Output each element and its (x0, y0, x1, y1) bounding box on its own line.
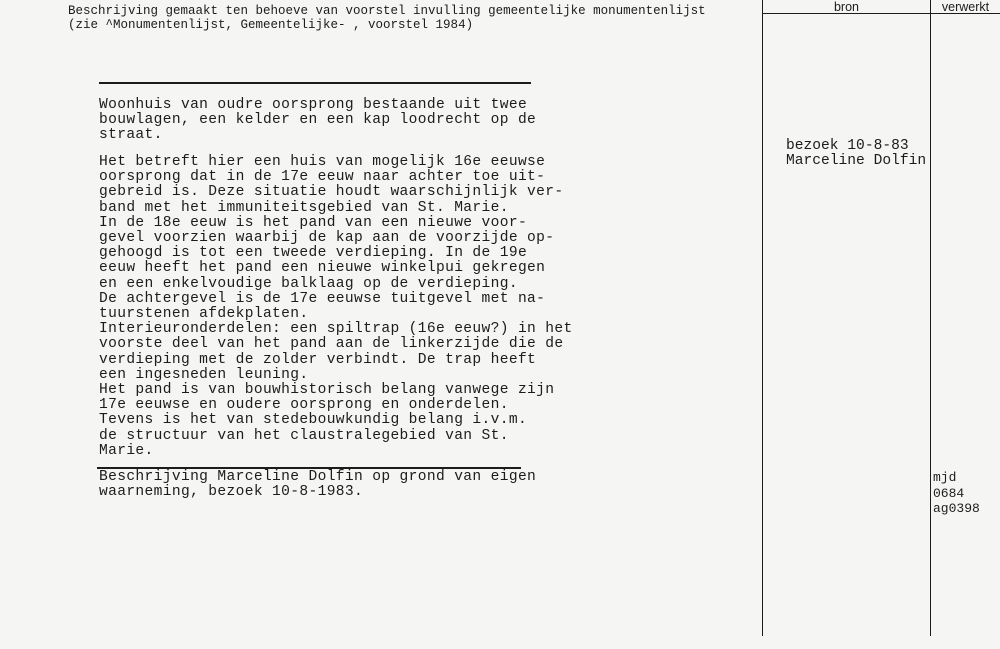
paragraph-significance: Het pand is van bouwhistorisch belang vanwege zijn 17e eeuwse en oudere oorsprong en onderdelen. Tevens is het van stedebouwkundig belang i.v.m. de structuur van het claustralegebied van St. Marie. (99, 382, 555, 459)
column-header-bron: bron (833, 0, 860, 14)
top-separator (99, 82, 531, 84)
header-line-2: (zie ^Monumentenlijst, Gemeentelijke- , voorstel 1984) (68, 18, 474, 32)
header-line-1: Beschrijving gemaakt ten behoeve van voorstel invulling gemeentelijke monumentenlijst (68, 4, 706, 18)
document-header (68, 4, 706, 32)
bron-verwerkt-divider (930, 0, 931, 636)
footer-attribution: Beschrijving Marceline Dolfin op grond van eigen waarneming, bezoek 10-8-1983. (99, 469, 537, 501)
paragraph-intro: Woonhuis van oudre oorsprong bestaande uit twee bouwlagen, een kelder en een kap loodrecht op de straat. (99, 97, 537, 144)
column-header-verwerkt: verwerkt (941, 0, 990, 14)
bron-note: bezoek 10-8-83 Marceline Dolfin (786, 138, 927, 170)
verwerkt-note: mjd 0684 ag0398 (933, 470, 980, 516)
bron-left-rule (762, 0, 763, 636)
paragraph-history: Het betreft hier een huis van mogelijk 16e eeuwse oorsprong dat in de 17e eeuw naar achter toe uit- gebreid is. Deze situatie houdt waarschijnlijk ver- band met het immuniteitsgebied van St. Marie. In de 18e eeuw is het pand van een nieuwe voor- gevel voorzien waarbij de kap aan de voorzijde op- gehoogd is tot een tweede verdieping. In de 19e eeuw heeft het pand een nieuwe winkelpui gekregen en een enkelvoudige balklaag op de verdieping. De achtergevel is de 17e eeuwse tuitgevel met na- tuurstenen afdekplaten. Interieuronderdelen: een spiltrap (16e eeuw?) in het voorste deel van het pand aan de linkerzijde die de verdieping met de zolder verbindt. De trap heeft een ingesneden leuning. (99, 154, 573, 383)
